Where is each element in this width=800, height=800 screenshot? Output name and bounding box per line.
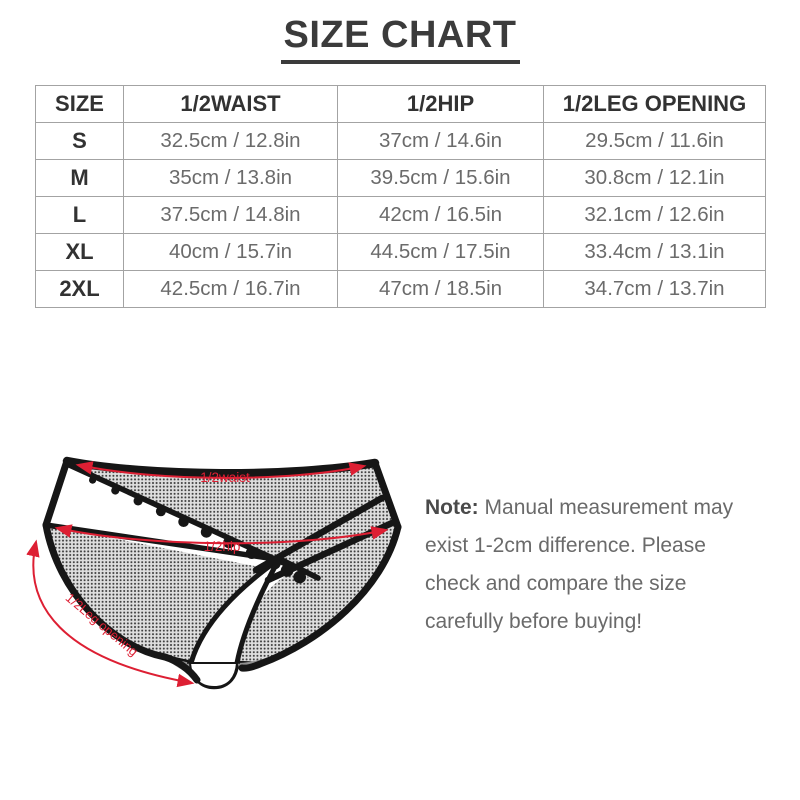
note-line: check and compare the size (425, 572, 687, 595)
size-label: L (36, 197, 124, 234)
note-block (425, 489, 770, 641)
hip-value: 44.5cm / 17.5in (338, 234, 544, 271)
waist-measure-label: 1/2waist (200, 470, 250, 485)
header-half-waist: 1/2WAIST (124, 86, 338, 123)
waist-value: 42.5cm / 16.7in (124, 271, 338, 308)
leg-value: 33.4cm / 13.1in (544, 234, 766, 271)
table-row (36, 234, 766, 271)
page-title-wrap (0, 14, 800, 64)
header-size: SIZE (36, 86, 124, 123)
page-title: SIZE CHART (281, 14, 520, 64)
table-row (36, 271, 766, 308)
hip-value: 47cm / 18.5in (338, 271, 544, 308)
table-row (36, 197, 766, 234)
size-label: S (36, 123, 124, 160)
note-label: Note: (425, 496, 479, 519)
table-header-row (36, 86, 766, 123)
hip-value: 42cm / 16.5in (338, 197, 544, 234)
leg-value: 29.5cm / 11.6in (544, 123, 766, 160)
header-half-hip: 1/2HIP (338, 86, 544, 123)
leg-opening-measure-label: 1/2Leg opening (62, 589, 142, 660)
note-line: Note: Manual measurement may (425, 496, 734, 519)
table-row (36, 123, 766, 160)
size-table (35, 85, 766, 308)
size-label: M (36, 160, 124, 197)
waist-value: 40cm / 15.7in (124, 234, 338, 271)
table-row (36, 160, 766, 197)
size-label: 2XL (36, 271, 124, 308)
hip-measure-label: 1/2hip (203, 539, 241, 554)
leg-value: 30.8cm / 12.1in (544, 160, 766, 197)
note-line: exist 1-2cm difference. Please (425, 534, 706, 557)
size-label: XL (36, 234, 124, 271)
hip-value: 39.5cm / 15.6in (338, 160, 544, 197)
header-half-leg-opening: 1/2LEG OPENING (544, 86, 766, 123)
note-line: carefully before buying! (425, 610, 643, 633)
leg-value: 34.7cm / 13.7in (544, 271, 766, 308)
waist-value: 37.5cm / 14.8in (124, 197, 338, 234)
panties-measurement-illustration (0, 420, 460, 730)
leg-value: 32.1cm / 12.6in (544, 197, 766, 234)
waist-value: 35cm / 13.8in (124, 160, 338, 197)
hip-value: 37cm / 14.6in (338, 123, 544, 160)
waist-value: 32.5cm / 12.8in (124, 123, 338, 160)
